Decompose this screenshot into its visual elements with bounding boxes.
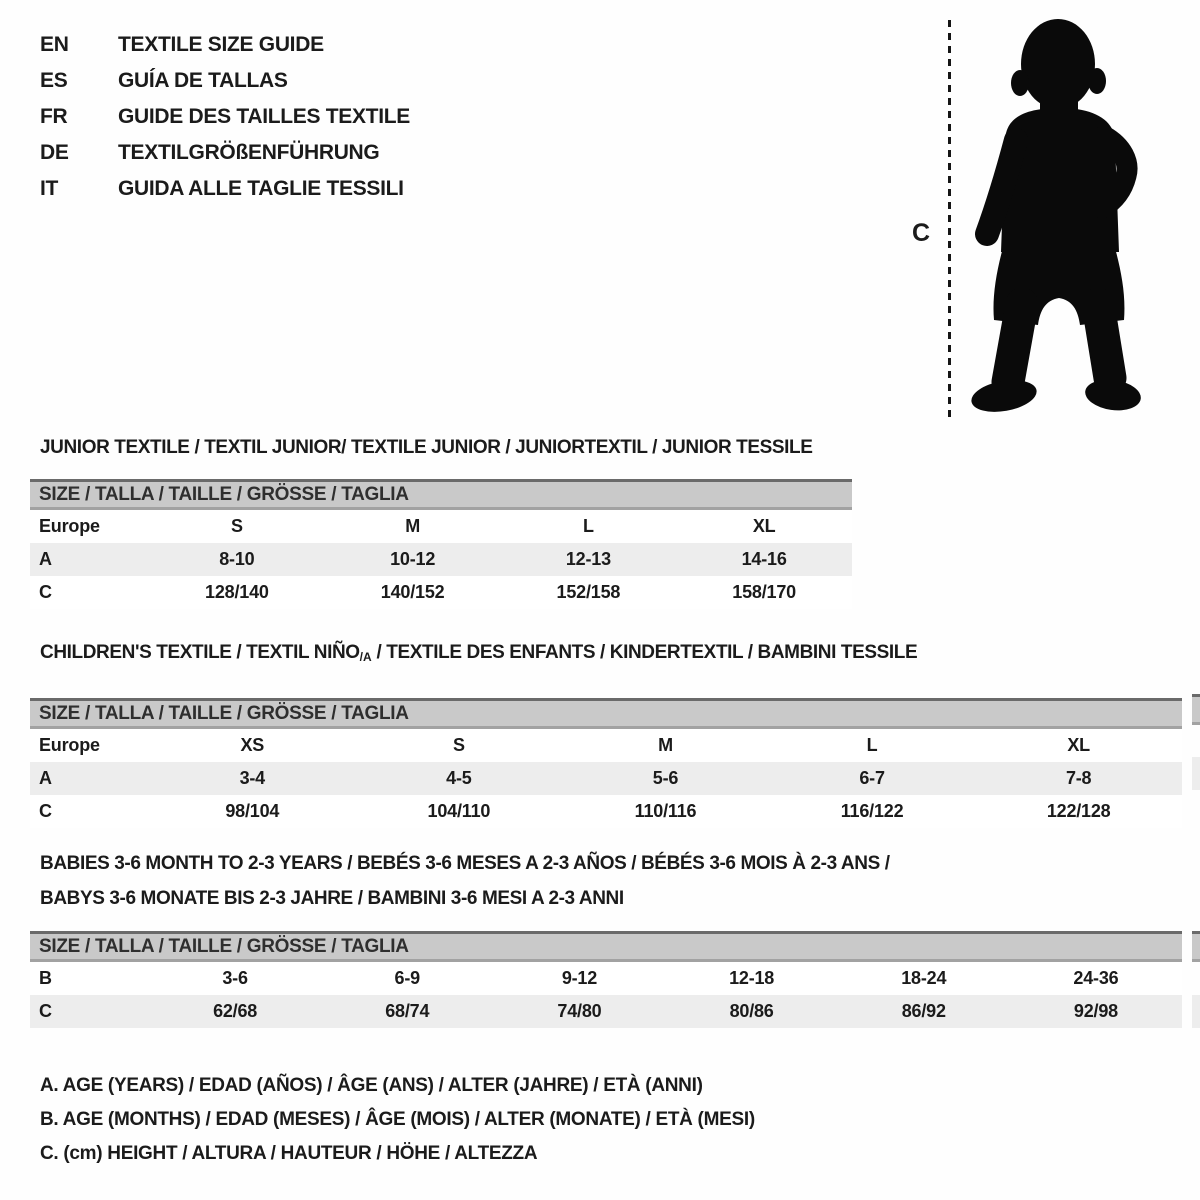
size-value: 152/158 bbox=[556, 582, 621, 602]
lang-row-de bbox=[40, 135, 410, 171]
column-header: XL bbox=[1067, 735, 1090, 755]
junior-row-age bbox=[30, 543, 852, 576]
babies-title-line1: BABIES 3-6 MONTH TO 2-3 YEARS / BEBÉS 3-6 MESES A 2-3 AÑOS / BÉBÉS 3-6 MOIS À 2-3 ANS / bbox=[40, 853, 890, 874]
row-label: C bbox=[39, 801, 52, 821]
size-value: 104/110 bbox=[427, 801, 491, 821]
children-columns-row bbox=[30, 729, 1182, 762]
size-value: 6-7 bbox=[859, 768, 885, 788]
baby-figure bbox=[890, 0, 1200, 430]
size-value: 140/152 bbox=[380, 582, 445, 602]
title-part: / TEXTILE DES ENFANTS / KINDERTEXTIL / BAMBINI TESSILE bbox=[371, 642, 918, 663]
children-row-age bbox=[30, 762, 1182, 795]
row-label: C bbox=[39, 582, 52, 602]
size-value: 10-12 bbox=[390, 549, 436, 569]
size-value: 24-36 bbox=[1073, 968, 1119, 988]
footnote-age-months: B. AGE (MONTHS) / EDAD (MESES) / ÂGE (MOIS) / ALTER (MONATE) / ETÀ (MESI) bbox=[40, 1109, 755, 1130]
size-value: 68/74 bbox=[385, 1001, 430, 1021]
size-value: 7-8 bbox=[1065, 768, 1092, 788]
children-section-title bbox=[30, 641, 1182, 669]
size-value: 158/170 bbox=[732, 582, 796, 602]
column-header: M bbox=[658, 735, 673, 755]
height-measure-dashed-line bbox=[948, 20, 951, 417]
size-value: 92/98 bbox=[1073, 1001, 1118, 1021]
size-value: 74/80 bbox=[557, 1001, 602, 1021]
babies-row-height bbox=[30, 995, 1182, 1028]
table-edge-fragment bbox=[1192, 995, 1200, 1028]
size-value: 12-13 bbox=[565, 549, 611, 569]
size-value: 62/68 bbox=[213, 1001, 258, 1021]
column-header: XL bbox=[752, 516, 776, 536]
babies-size-header-bar: SIZE / TALLA / TAILLE / GRÖSSE / TAGLIA bbox=[30, 931, 1182, 962]
lang-title: GUÍA DE TALLAS bbox=[118, 69, 288, 92]
babies-section bbox=[30, 846, 1182, 1028]
size-value: 8-10 bbox=[219, 549, 255, 569]
column-header: S bbox=[452, 735, 465, 755]
lang-code: ES bbox=[40, 69, 68, 92]
children-size-header-bar: SIZE / TALLA / TAILLE / GRÖSSE / TAGLIA bbox=[30, 698, 1182, 729]
children-size-table bbox=[30, 698, 1182, 828]
size-value: 6-9 bbox=[394, 968, 420, 988]
row-label: C bbox=[39, 1001, 52, 1021]
column-header: S bbox=[230, 516, 243, 536]
size-value: 122/128 bbox=[1046, 801, 1111, 821]
size-value: 3-4 bbox=[239, 768, 265, 788]
footnotes bbox=[40, 1069, 755, 1171]
lang-code: DE bbox=[40, 141, 69, 164]
lang-row-it bbox=[40, 171, 410, 207]
footnote-age-years: A. AGE (YEARS) / EDAD (AÑOS) / ÂGE (ANS) / ALTER (JAHRE) / ETÀ (ANNI) bbox=[40, 1075, 703, 1096]
junior-columns-row bbox=[30, 510, 852, 543]
lang-title: GUIDA ALLE TAGLIE TESSILI bbox=[118, 177, 404, 200]
region-label: Europe bbox=[39, 516, 100, 536]
junior-size-table bbox=[30, 479, 852, 609]
title-subscript: /A bbox=[359, 650, 372, 664]
column-header: L bbox=[582, 516, 594, 536]
babies-row-age-months bbox=[30, 962, 1182, 995]
table-edge-fragment bbox=[1192, 694, 1200, 725]
size-value: 12-18 bbox=[729, 968, 775, 988]
children-row-height bbox=[30, 795, 1182, 828]
row-label: B bbox=[39, 968, 52, 988]
size-value: 110/116 bbox=[634, 801, 697, 821]
table-edge-fragment bbox=[1192, 931, 1200, 962]
junior-section-title: JUNIOR TEXTILE / TEXTIL JUNIOR/ TEXTILE JUNIOR / JUNIORTEXTIL / JUNIOR TESSILE bbox=[40, 437, 813, 458]
lang-title: TEXTILGRÖßENFÜHRUNG bbox=[118, 141, 380, 164]
size-value: 4-5 bbox=[446, 768, 472, 788]
language-header bbox=[40, 27, 410, 207]
lang-code: IT bbox=[40, 177, 59, 200]
column-header: L bbox=[866, 735, 878, 755]
babies-section-title bbox=[30, 846, 1182, 916]
size-value: 128/140 bbox=[205, 582, 269, 602]
junior-section bbox=[30, 436, 852, 609]
lang-code: EN bbox=[40, 33, 69, 56]
size-value: 86/92 bbox=[901, 1001, 946, 1021]
row-label: A bbox=[39, 549, 52, 569]
size-value: 5-6 bbox=[652, 768, 679, 788]
column-header: XS bbox=[240, 735, 265, 755]
junior-size-header-bar: SIZE / TALLA / TAILLE / GRÖSSE / TAGLIA bbox=[30, 479, 852, 510]
footnote-height-cm: C. (cm) HEIGHT / ALTURA / HAUTEUR / HÖHE / ALTEZZA bbox=[40, 1143, 538, 1164]
babies-title-line2: BABYS 3-6 MONATE BIS 2-3 JAHRE / BAMBINI 3-6 MESI A 2-3 ANNI bbox=[40, 888, 624, 909]
title-part: CHILDREN'S TEXTILE / TEXTIL NIÑO bbox=[40, 642, 360, 663]
region-label: Europe bbox=[39, 735, 100, 755]
size-value: 3-6 bbox=[222, 968, 248, 988]
size-value: 116/122 bbox=[840, 801, 904, 821]
baby-silhouette-icon bbox=[956, 12, 1148, 417]
junior-row-height bbox=[30, 576, 852, 609]
lang-code: FR bbox=[40, 105, 68, 128]
size-value: 98/104 bbox=[225, 801, 280, 821]
table-edge-fragment bbox=[1192, 757, 1200, 790]
row-label: A bbox=[39, 768, 52, 788]
column-header: M bbox=[405, 516, 421, 536]
size-value: 9-12 bbox=[561, 968, 598, 988]
lang-row-es bbox=[40, 63, 410, 99]
height-measure-label: C bbox=[912, 219, 931, 247]
babies-size-table bbox=[30, 931, 1182, 1028]
lang-row-en bbox=[40, 27, 410, 63]
size-value: 18-24 bbox=[901, 968, 947, 988]
children-section bbox=[30, 641, 1182, 828]
lang-row-fr bbox=[40, 99, 410, 135]
size-value: 14-16 bbox=[741, 549, 787, 569]
lang-title: TEXTILE SIZE GUIDE bbox=[118, 33, 324, 56]
size-value: 80/86 bbox=[729, 1001, 774, 1021]
lang-title: GUIDE DES TAILLES TEXTILE bbox=[118, 105, 410, 128]
